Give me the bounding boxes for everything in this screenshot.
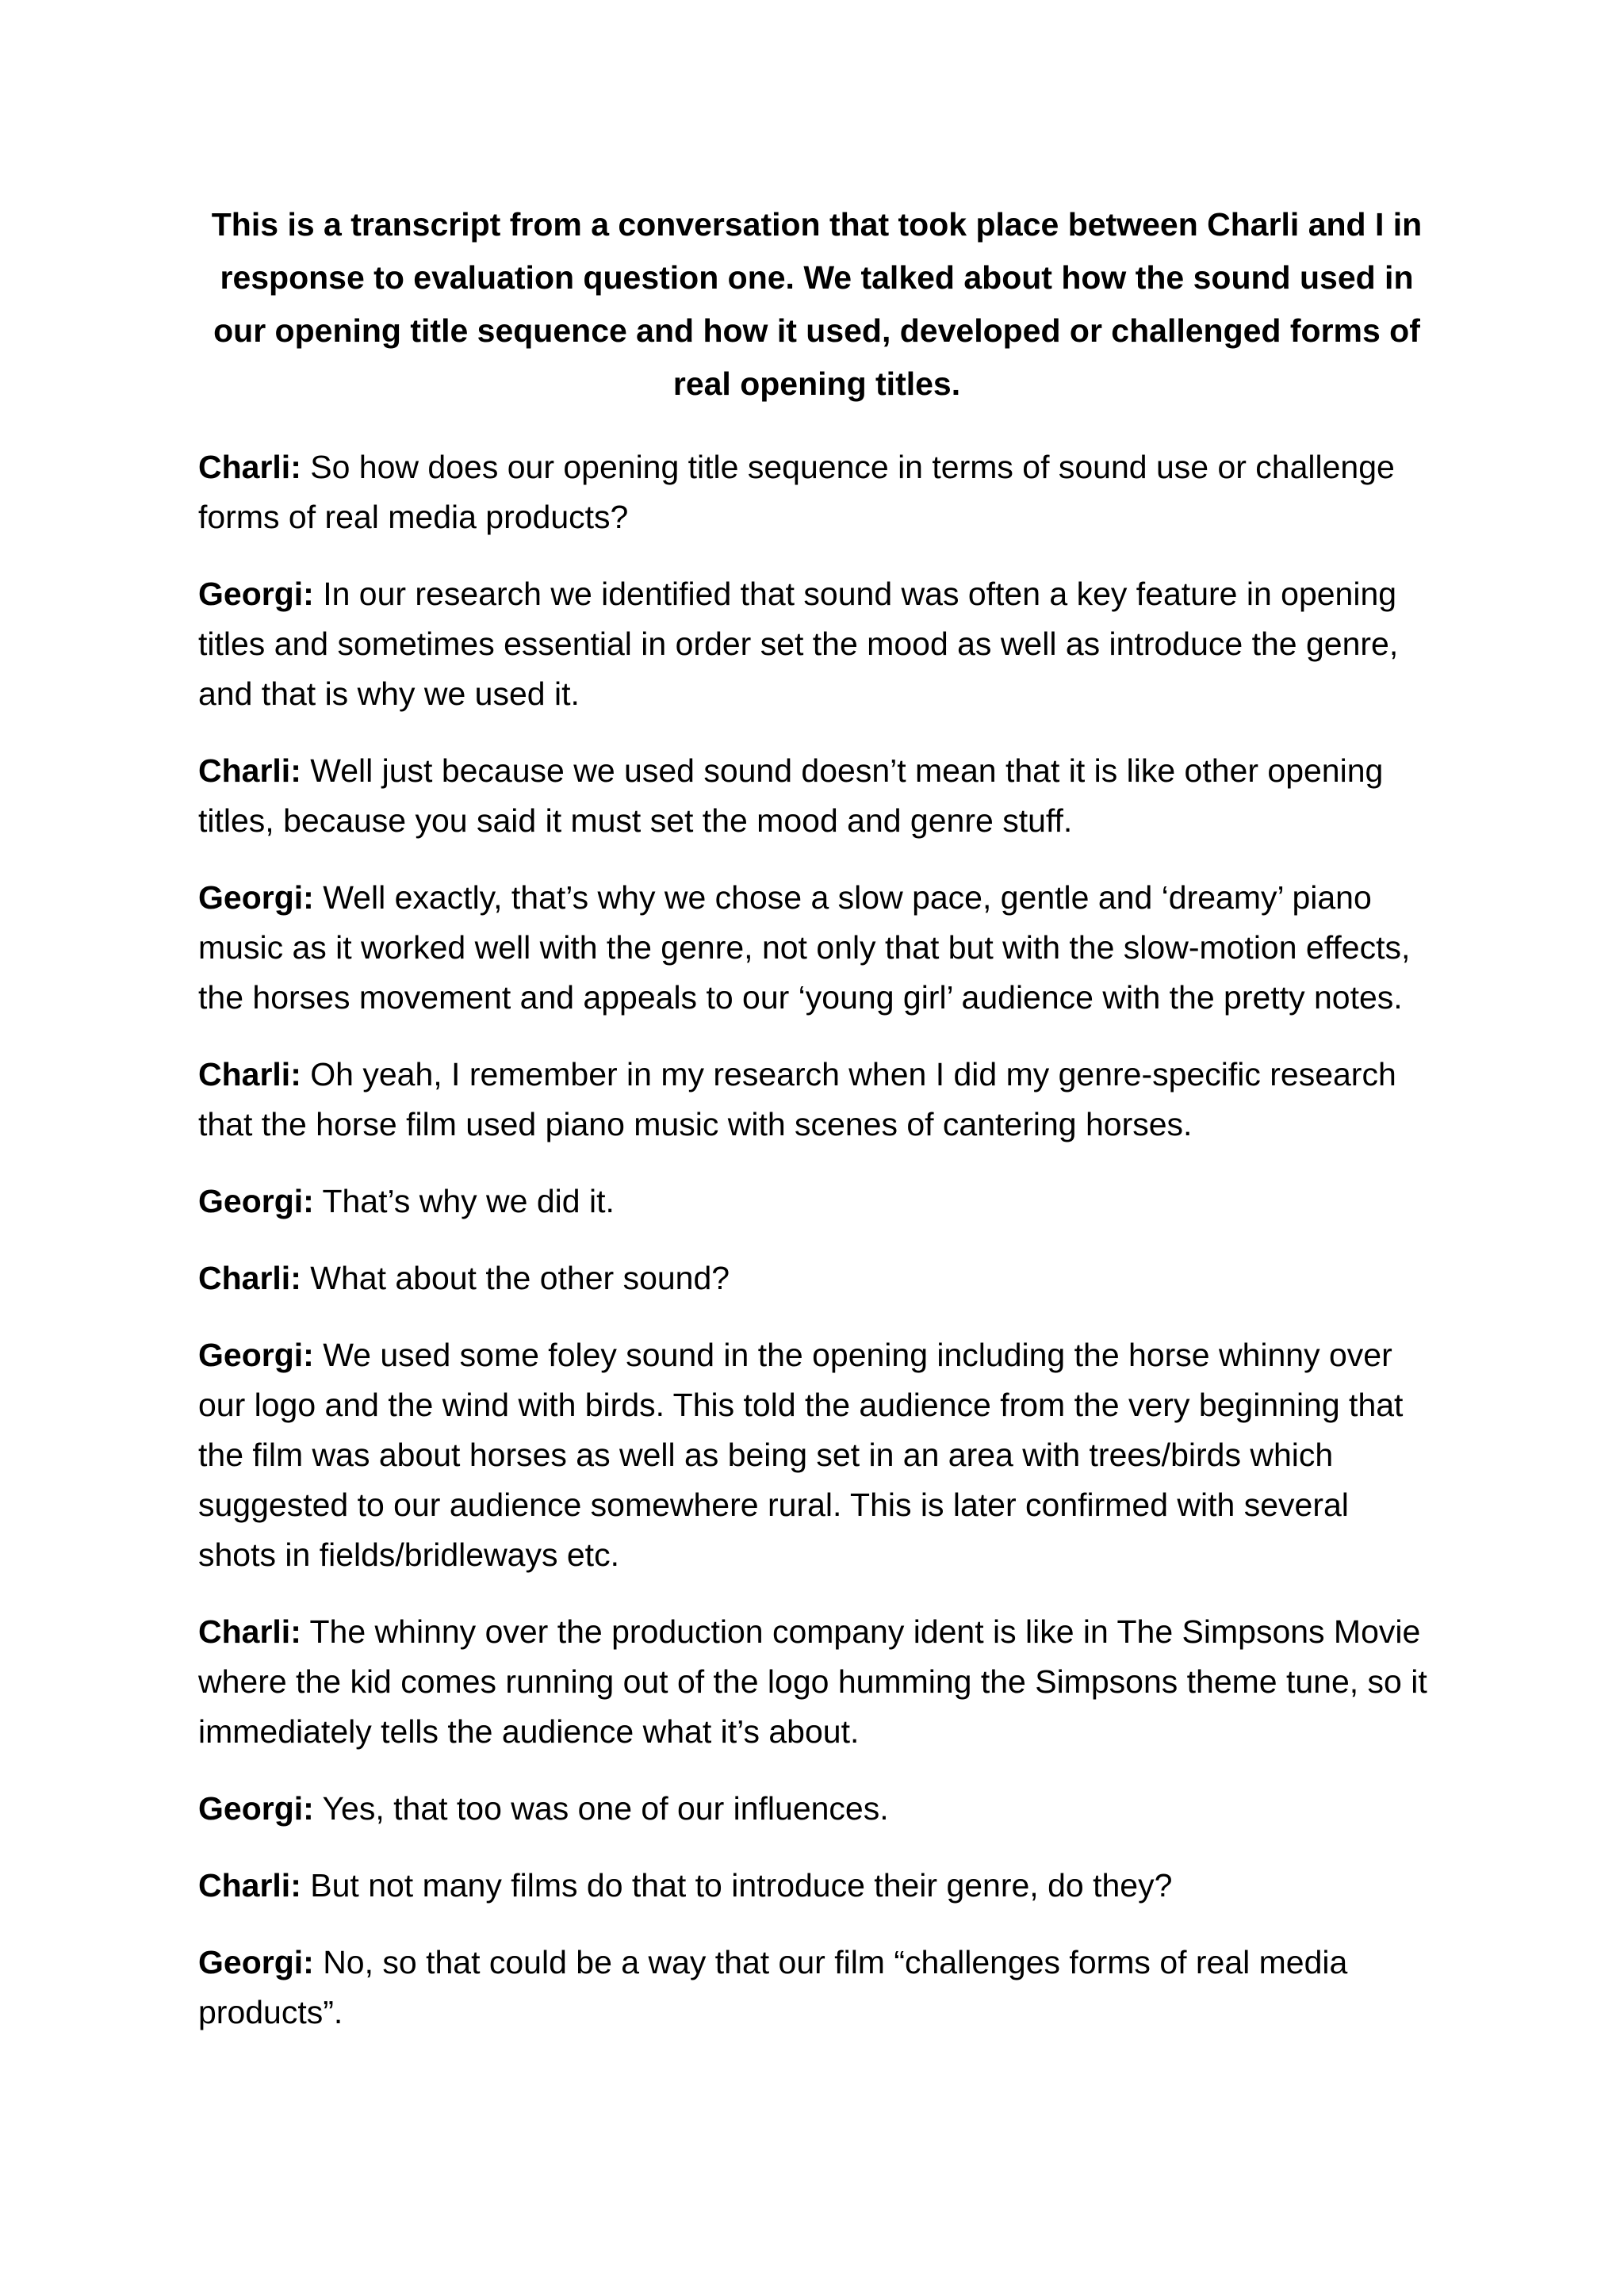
speaker-name: Georgi: bbox=[198, 1337, 314, 1373]
dialogue-text: That’s why we did it. bbox=[322, 1183, 615, 1219]
dialogue-turn bbox=[198, 569, 1435, 719]
dialogue-turn bbox=[198, 873, 1435, 1023]
dialogue-text: What about the other sound? bbox=[310, 1260, 730, 1296]
speaker-name: Charli: bbox=[198, 1260, 301, 1296]
dialogue-turn bbox=[198, 746, 1435, 846]
speaker-name: Charli: bbox=[198, 1613, 301, 1650]
dialogue-text: Oh yeah, I remember in my research when I did my genre-specific research that the horse film used piano music with scenes of cantering horses. bbox=[198, 1056, 1396, 1142]
dialogue-text: In our research we identified that sound was often a key feature in opening titles and sometimes essential in order set the mood as well as introduce the genre, and that is why we used it. bbox=[198, 576, 1399, 712]
dialogue-turn bbox=[198, 1177, 1435, 1226]
dialogue-turn bbox=[198, 442, 1435, 542]
dialogue-turn bbox=[198, 1607, 1435, 1757]
dialogue-turn bbox=[198, 1784, 1435, 1834]
speaker-name: Charli: bbox=[198, 1867, 301, 1904]
dialogue-text: Well just because we used sound doesn’t mean that it is like other opening titles, because you said it must set the mood and genre stuff. bbox=[198, 752, 1384, 839]
dialogue-text: No, so that could be a way that our film “challenges forms of real media products”. bbox=[198, 1944, 1348, 2030]
dialogue-text: So how does our opening title sequence in terms of sound use or challenge forms of real media products? bbox=[198, 449, 1395, 535]
transcript-page bbox=[198, 198, 1435, 2064]
transcript-intro: This is a transcript from a conversation that took place between Charli and I in response to evaluation question one. We talked about how the sound used in our opening title sequence and how it used, developed or challenged forms of real opening titles. bbox=[211, 206, 1423, 402]
speaker-name: Charli: bbox=[198, 1056, 301, 1093]
dialogue-text: Well exactly, that’s why we chose a slow pace, gentle and ‘dreamy’ piano music as it worked well with the genre, not only that but with the slow-motion effects, the horses movement and appeals to our ‘young girl’ audience with the pretty notes. bbox=[198, 879, 1411, 1016]
speaker-name: Georgi: bbox=[198, 1183, 314, 1219]
speaker-name: Charli: bbox=[198, 752, 301, 789]
speaker-name: Georgi: bbox=[198, 1790, 314, 1827]
dialogue-turn bbox=[198, 1050, 1435, 1150]
speaker-name: Georgi: bbox=[198, 1944, 314, 1980]
dialogue-text: We used some foley sound in the opening including the horse whinny over our logo and the wind with birds. This told the audience from the very beginning that the film was about horses as well as being set in an area with trees/birds which suggested to our audience somewhere rural. This is later confirmed with several shots in fields/bridleways etc. bbox=[198, 1337, 1404, 1573]
speaker-name: Georgi: bbox=[198, 879, 314, 916]
speaker-name: Charli: bbox=[198, 449, 301, 485]
dialogue-turn bbox=[198, 1253, 1435, 1303]
dialogue-text: The whinny over the production company ident is like in The Simpsons Movie where the kid comes running out of the logo humming the Simpsons theme tune, so it immediately tells the audience what it’s about. bbox=[198, 1613, 1427, 1750]
dialogue-turn bbox=[198, 1330, 1435, 1580]
dialogue-turn bbox=[198, 1938, 1435, 2038]
dialogue-text: But not many films do that to introduce their genre, do they? bbox=[310, 1867, 1173, 1904]
dialogue-turn bbox=[198, 1861, 1435, 1911]
dialogue-text: Yes, that too was one of our influences. bbox=[322, 1790, 889, 1827]
speaker-name: Georgi: bbox=[198, 576, 314, 612]
